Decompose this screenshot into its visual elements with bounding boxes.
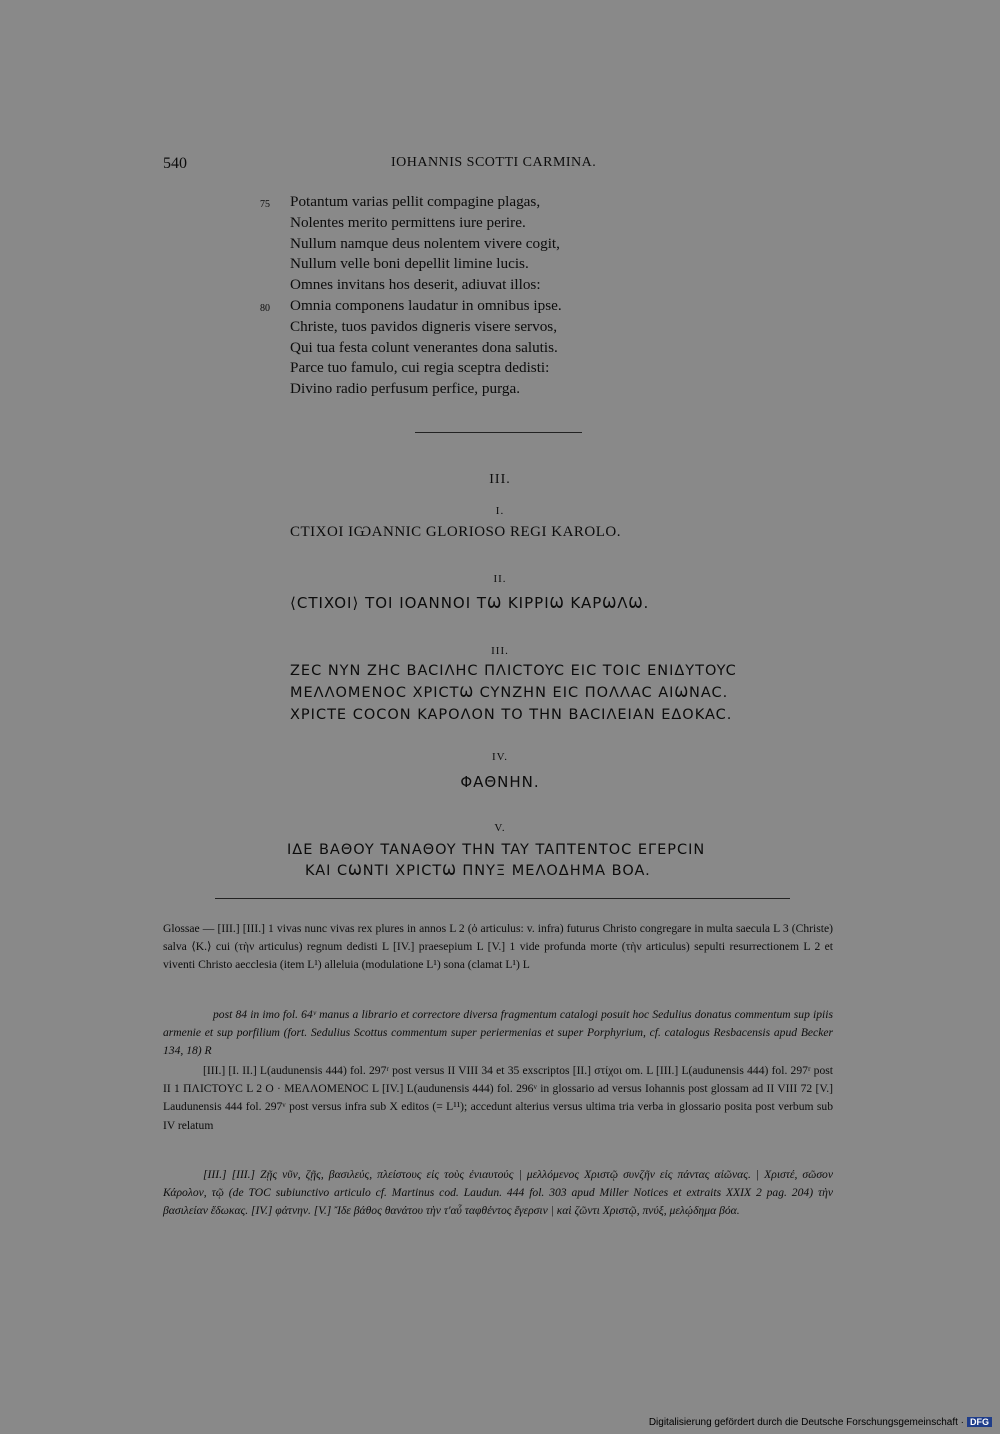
verse-text: Parce tuo famulo, cui regia sceptra dedisti: [290,359,550,377]
line-number: 80 [260,302,270,314]
footer-text: Digitalisierung gefördert durch die Deutsche Forschungsgemeinschaft · [648,1417,964,1428]
verse-text: Christe, tuos pavidos digneris visere servos, [290,317,558,335]
poem-line [290,234,750,255]
greek-line: ZEC NYN ZHC BACIΛHC ΠΛICTOYC EIC TOIC ENIΔYTOYC [290,663,737,679]
poem-block [260,192,750,400]
part-number: IV. [492,751,508,763]
greek-line: KAI CѠNTI XPICTѠ ΠNYΞ MEΛOΔHMA BOA. [305,863,651,879]
dfg-logo: DFG [967,1417,992,1427]
verse-text: Qui tua festa colunt venerantes dona salutis. [290,338,558,356]
poem-line [290,379,750,400]
greek-line: IΔE BAΘOY TANAΘOY THN TAY TAΠTENTOC EΓEPCIN [287,842,706,858]
verse-text: Nullum namque deus nolentem vivere cogit, [290,234,560,252]
part-title: CTIXOI IѠANNIC GLORIOSO REGI KAROLO. [290,524,621,540]
notes-divider [215,898,790,899]
greek-reconstruction-note: [III.] [III.] Ζῇς νῦν, ζῇς, βασιλεύς, πλείστους εἰς τοὺς ἐνιαυτούς | μελλόμενος Χριστῷ συνζῆν εἰς πάντας αἰῶνας. | Χριστέ, σῶσον Κάρολον, τῷ (de TOC subiunctivo articulo cf. Martinus cod. Laudun. 444 fol. 303 apud Miller Notices et extraits XXIX 2 pag. 204) τὴν βασιλείαν ἔδωκας. [IV.] φάτνην. [V.] Ἴδε βάθος θανάτου τὴν τ'αὖ ταφθέντος ἔγερσιν | καὶ ζῶντι Χριστῷ, πνύξ, μελῴδημα βόα. [163,1168,833,1218]
poem-line [290,275,750,296]
poem-line [290,213,750,234]
verse-text: Omnia componens laudatur in omnibus ipse. [290,296,562,314]
part-title: ΦAΘNHN. [460,773,540,791]
part-number: I. [495,505,505,517]
part-number: II. [493,573,507,585]
short-divider [415,432,582,433]
part-number: V. [494,822,506,834]
verse-text: Divino radio perfusum perfice, purga. [290,380,520,398]
sources-note: [III.] [I. II.] L(audunensis 444) fol. 297ʳ post versus II VIII 34 et 35 exscriptos [II.] στίχοι om. L [III.] L(audunensis 444) fol. 297ʳ post II 1 ΠΛICTOYC L 2 O · MEΛΛOMENOC L [IV.] L(audunensis 444) fol. 296ᵛ in glossario ad versus Iohannis post glossam ad II VIII 72 [V.] Laudunensis 444 fol. 297ᵛ post versus infra sub X editos (= L¹¹); accedunt alterius versus ultima tria verba in glossario posita post verbum sub IV relatum [163,1064,833,1132]
poem-line [290,358,750,379]
verse-text: Nolentes merito permittens iure perire. [290,213,526,231]
footer [649,1417,992,1428]
greek-line: MEΛΛOMENOC XPICTѠ CYNZHN EIC ΠOΛΛAC AIѠNAC. [290,685,729,701]
glossae-note: Glossae — [III.] [III.] 1 vivas nunc vivas rex plures in annos L 2 (ὁ articulus: v. infra) futurus Christo congregare in multa saecula L 3 (Christe) salva ⟨K.⟩ cui (τὴν articulus) regnum dedisti L [IV.] praesepium L [V.] 1 vide profunda morte (τὴν articulus) sepulti resurrectionem L 2 et viventi Christo aecclesia (item L¹) alleluia (modulatione L¹) sona (clamat L¹) L [163,922,833,972]
catalog-note: post 84 in imo fol. 64ᵛ manus a librario et correctore diversa fragmentum catalogi posuit hoc Sedulius donatus commentum sup ipiis armenie et sup porfilium (fort. Sedulius Scottus commentum super periermenias et super Porphyrium, cf. catalogus Resbacensis apud Becker 134, 18) R [163,1008,833,1058]
poem-line [260,296,750,317]
verse-text: Omnes invitans hos deserit, adiuvat illos: [290,276,541,294]
poem-line [290,254,750,275]
poem-line [290,317,750,338]
verse-text: Potantum varias pellit compagine plagas, [290,193,541,210]
part-title: ⟨CTIXOI⟩ TOI IOANNOI TѠ KIPPIѠ KAPѠΛѠ. [290,594,650,612]
part-number: III. [491,645,509,657]
section-numeral: III. [489,472,511,487]
greek-line: XPICTE COCON KAPOΛON TO THN BACIΛEIAN EΔOKAC. [290,707,733,723]
poem-line [290,338,750,359]
page-number: 540 [163,155,187,172]
running-title: IOHANNIS SCOTTI CARMINA. [391,155,597,170]
line-number: 75 [260,199,270,210]
poem-line [260,192,750,213]
verse-text: Nullum velle boni depellit limine lucis. [290,255,529,273]
